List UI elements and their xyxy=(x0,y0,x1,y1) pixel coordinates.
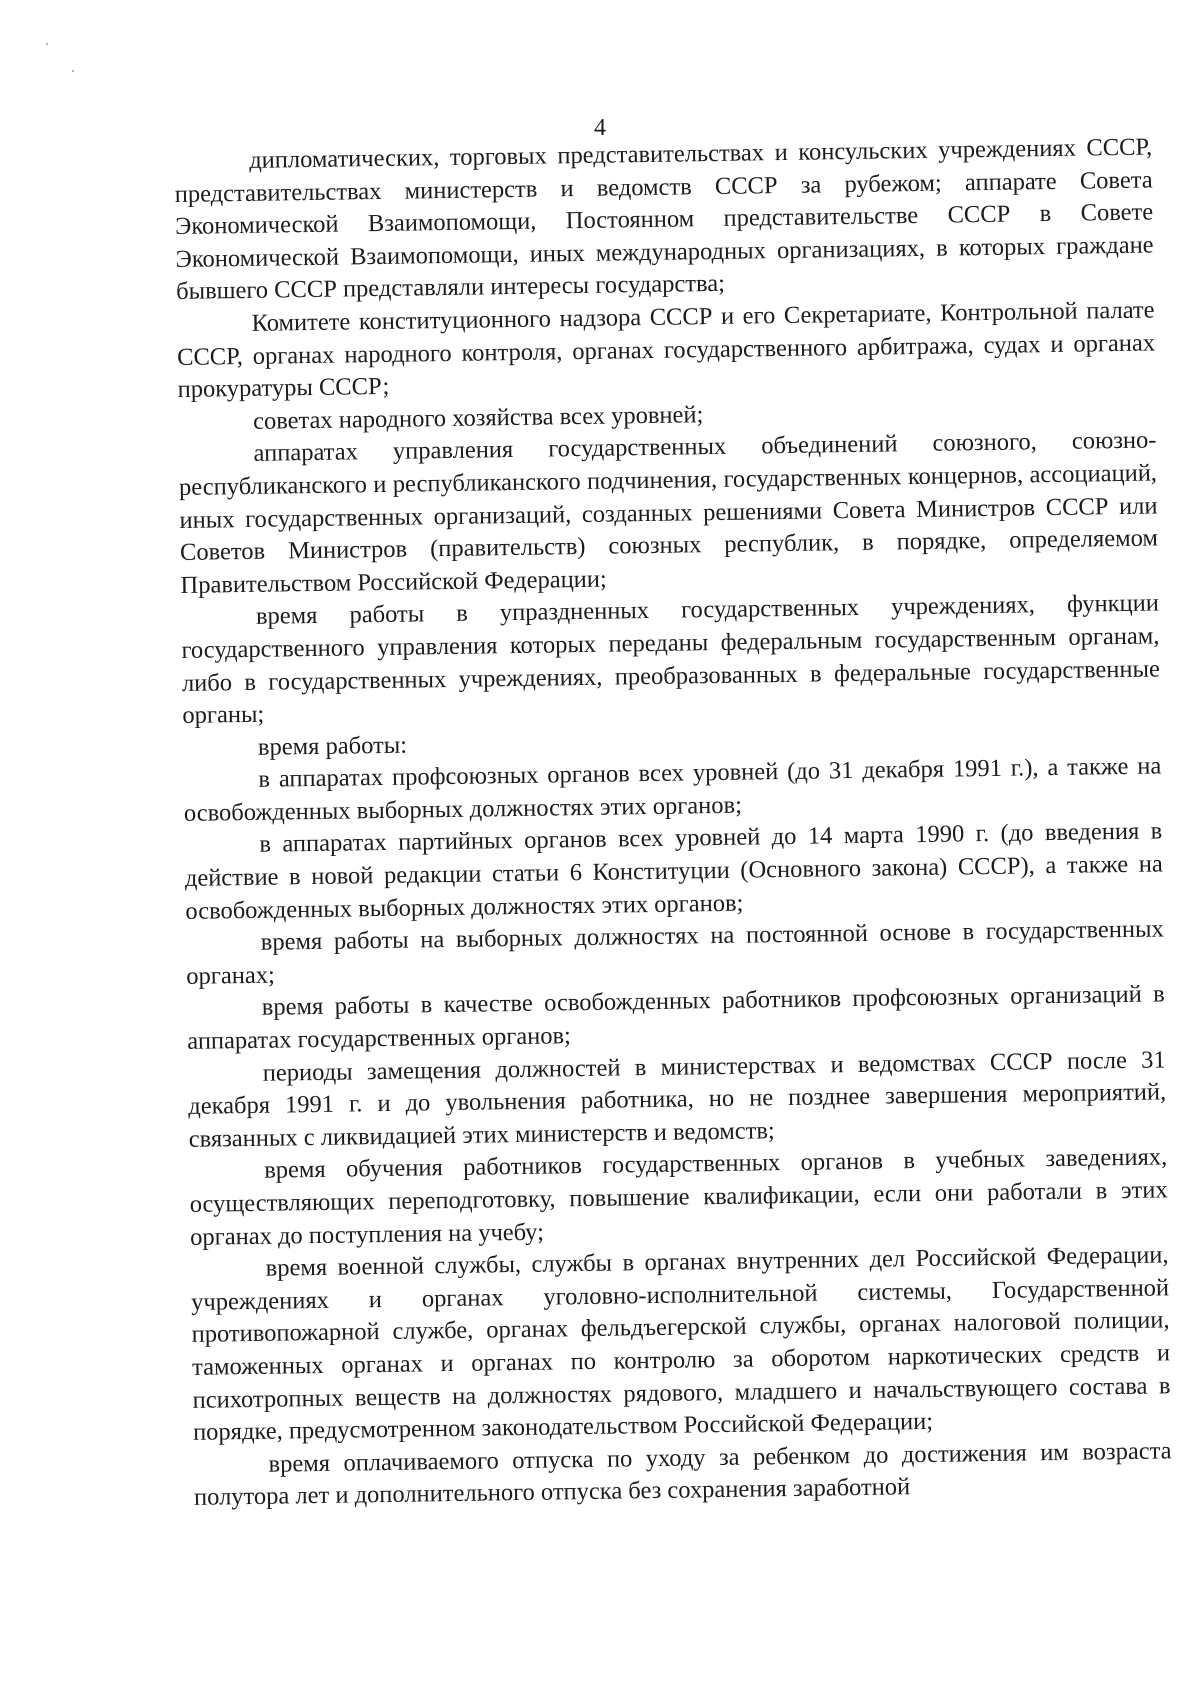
paragraph-military-service: время военной службы, службы в органах внутренних дел Российской Федерации, учреждениях и органах уголовно-исполнительной системы, Государственной противопожарной службе, органах фельдъегерской службы, органах налоговой полиции, таможенных органах и органах по контролю за оборотом наркотических средств и психотропных веществ на должностях рядового, младшего и начальствующего состава в порядке, предусмотренном законодательством Российской Федерации; xyxy=(190,1241,1171,1447)
paragraph-training-time: время обучения работников государственных органов в учебных заведениях, осуществляющих переподготовку, повышение квалификации, если они работали в этих органах до поступления на учебу; xyxy=(189,1143,1168,1251)
paragraph-released-union-workers: время работы в качестве освобожденных работников профсоюзных организаций в аппаратах государственных органов; xyxy=(187,980,1165,1055)
paragraph-state-associations: аппаратах управления государственных объединений союзного, союзно-республиканского и республиканского подчинения, государственных концернов, ассоциаций, иных государственных организаций, созданных решениями Совета Министров СССР или Советов Министров (правительств) союзных республик, в порядке, определяемом Правительством Российской Федерации; xyxy=(178,426,1159,599)
paragraph-party-bodies: в аппаратах партийных органов всех уровней до 14 марта 1990 г. (до введения в действие в новой редакции статьи 6 Конституции (Основного закона) СССР), а также на освобожденных выборных должностях этих органов; xyxy=(184,817,1163,925)
document-body xyxy=(174,131,1172,1514)
scan-speck xyxy=(72,70,74,72)
paragraph-work-time-heading: время работы: xyxy=(257,731,408,761)
paragraph-trade-union-bodies: в аппаратах профсоюзных органов всех уровней (до 31 декабря 1991 г.), а также на освобожденных выборных должностях этих органов; xyxy=(183,752,1162,827)
page-number: 4 xyxy=(594,115,606,141)
paragraph-ussr-ministries: периоды замещения должностей в министерствах и ведомствах СССР после 31 декабря 1991 г. и до увольнения работника, но не позднее завершения мероприятий, связанных с ликвидацией этих министерств и ведомств; xyxy=(188,1046,1167,1153)
scan-speck xyxy=(46,43,48,45)
paragraph-diplomatic-institutions: дипломатических, торговых представительствах и консульских учреждениях СССР, представительствах министерств и ведомств СССР за рубежом; аппарате Совета Экономической Взаимопомощи, Постоянном представительстве СССР в Совете Экономической Взаимопомощи, иных международных организациях, в которых граждане бывшего СССР представляли интересы государства; xyxy=(174,133,1154,306)
paragraph-constitutional-committee: Комитете конституционного надзора СССР и его Секретариате, Контрольной палате СССР, органах народного контроля, органах государственного арбитража, судах и органах прокуратуры СССР; xyxy=(176,296,1156,404)
paragraph-abolished-institutions: время работы в упраздненных государственных учреждениях, функции государственного управления которых переданы федеральным государственным органам, либо в государственных учреждениях, преобразованных в федеральные государственные органы; xyxy=(181,589,1161,730)
paragraph-elected-positions: время работы на выборных должностях на постоянной основе в государственных органах; xyxy=(186,915,1164,990)
paragraph-childcare-leave: время оплачиваемого отпуска по уходу за ребенком до достижения им возраста полутора лет и дополнительного отпуска без сохранения заработной xyxy=(193,1437,1172,1512)
paragraph-economic-councils: советах народного хозяйства всех уровней; xyxy=(252,400,704,435)
